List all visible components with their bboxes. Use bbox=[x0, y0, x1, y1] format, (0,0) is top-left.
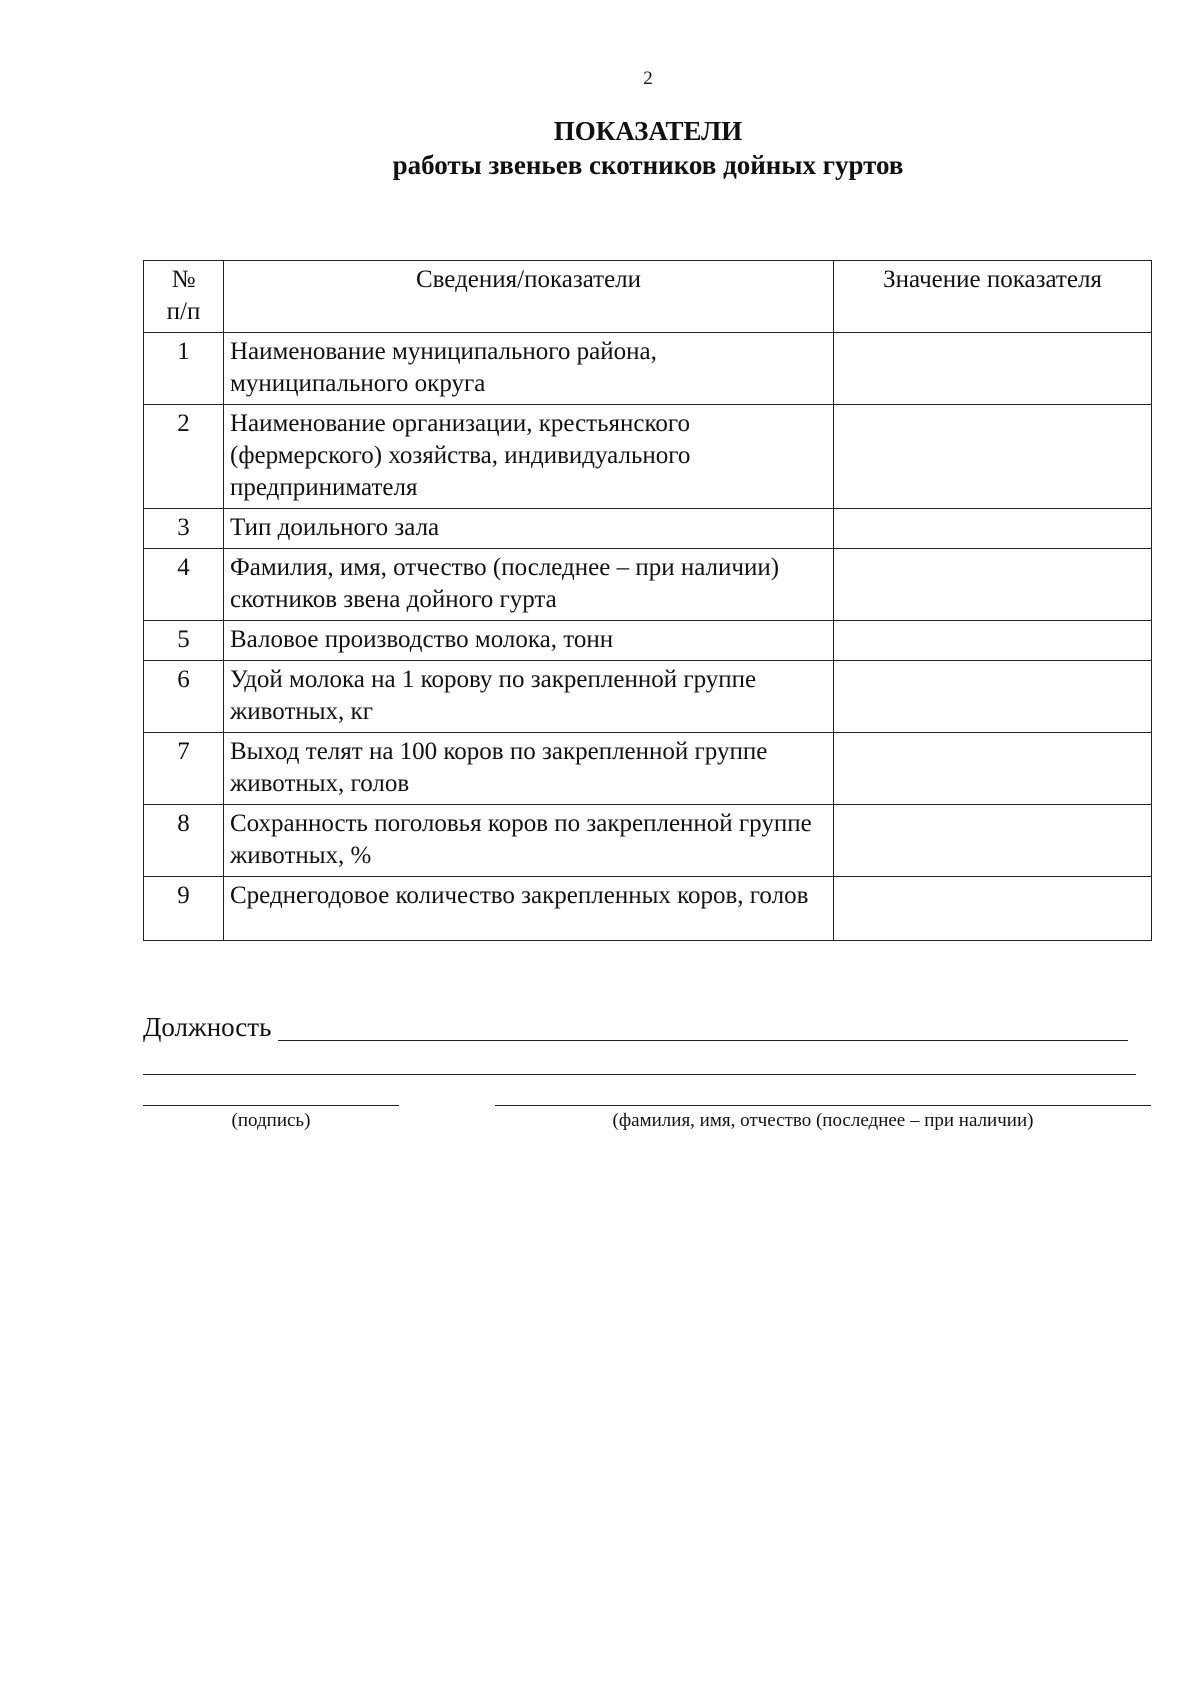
row-number: 4 bbox=[144, 549, 224, 621]
row-number: 8 bbox=[144, 805, 224, 877]
table-row bbox=[144, 733, 1152, 805]
row-value-cell[interactable] bbox=[834, 333, 1152, 405]
row-description: Сохранность поголовья коров по закрепленной группе животных, % bbox=[224, 805, 834, 877]
row-description: Тип доильного зала bbox=[224, 509, 834, 549]
position-continuation-line[interactable] bbox=[143, 1074, 1136, 1075]
table-row bbox=[144, 877, 1152, 941]
full-name-line[interactable] bbox=[495, 1105, 1151, 1106]
indicators-table bbox=[143, 260, 1152, 941]
position-label: Должность bbox=[143, 1012, 272, 1042]
row-value-cell[interactable] bbox=[834, 549, 1152, 621]
page-number: 2 bbox=[643, 68, 653, 89]
full-name-caption: (фамилия, имя, отчество (последнее – при наличии) bbox=[612, 1110, 1034, 1131]
header-value: Значение показателя bbox=[834, 261, 1152, 333]
signature-line[interactable] bbox=[143, 1105, 399, 1106]
row-description: Среднегодовое количество закрепленных коров, голов bbox=[224, 877, 834, 941]
position-field-line[interactable] bbox=[278, 1040, 1128, 1041]
row-value-cell[interactable] bbox=[834, 877, 1152, 941]
row-value-cell[interactable] bbox=[834, 661, 1152, 733]
row-number: 3 bbox=[144, 509, 224, 549]
row-value-cell[interactable] bbox=[834, 405, 1152, 509]
table-row bbox=[144, 621, 1152, 661]
row-value-cell[interactable] bbox=[834, 805, 1152, 877]
document-title: ПОКАЗАТЕЛИ bbox=[553, 116, 743, 146]
table-row bbox=[144, 549, 1152, 621]
row-description: Наименование муниципального района, муниципального округа bbox=[224, 333, 834, 405]
row-description: Фамилия, имя, отчество (последнее – при наличии) скотников звена дойного гурта bbox=[224, 549, 834, 621]
table-row bbox=[144, 333, 1152, 405]
table-row bbox=[144, 661, 1152, 733]
document-subtitle: работы звеньев скотников дойных гуртов bbox=[392, 150, 904, 180]
row-value-cell[interactable] bbox=[834, 733, 1152, 805]
row-number: 5 bbox=[144, 621, 224, 661]
table-row bbox=[144, 805, 1152, 877]
row-description: Удой молока на 1 корову по закрепленной группе животных, кг bbox=[224, 661, 834, 733]
header-number-line2: п/п bbox=[166, 298, 201, 325]
row-number: 1 bbox=[144, 333, 224, 405]
header-number-line1: № bbox=[171, 266, 196, 293]
row-number: 6 bbox=[144, 661, 224, 733]
row-value-cell[interactable] bbox=[834, 621, 1152, 661]
row-number: 9 bbox=[144, 877, 224, 941]
row-number: 2 bbox=[144, 405, 224, 509]
row-value-cell[interactable] bbox=[834, 509, 1152, 549]
row-description: Выход телят на 100 коров по закрепленной группе животных, голов bbox=[224, 733, 834, 805]
row-description: Наименование организации, крестьянского (фермерского) хозяйства, индивидуального предпринимателя bbox=[224, 405, 834, 509]
row-description: Валовое производство молока, тонн bbox=[224, 621, 834, 661]
row-number: 7 bbox=[144, 733, 224, 805]
header-description: Сведения/показатели bbox=[224, 261, 834, 333]
table-header-row bbox=[144, 261, 1152, 333]
header-number bbox=[144, 261, 224, 333]
signature-caption: (подпись) bbox=[231, 1110, 311, 1131]
table-row bbox=[144, 509, 1152, 549]
table-row bbox=[144, 405, 1152, 509]
